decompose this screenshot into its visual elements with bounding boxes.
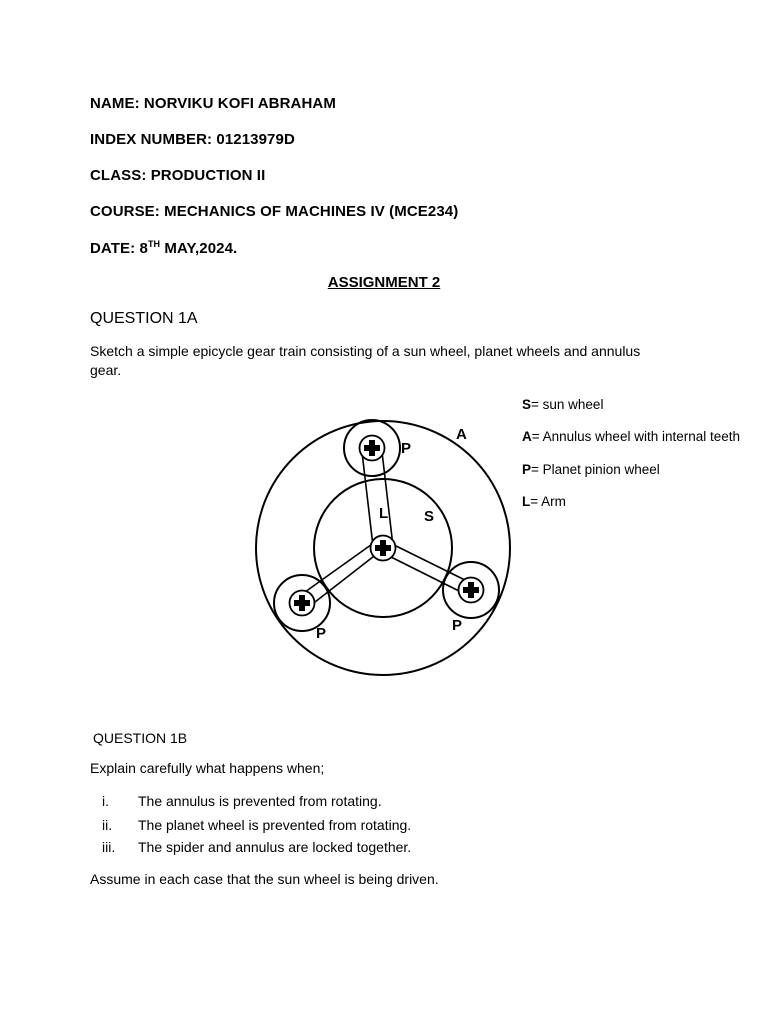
label-planet-right: P xyxy=(452,617,463,634)
course-line: COURSE: MECHANICS OF MACHINES IV (MCE234) xyxy=(90,203,459,220)
class-line: CLASS: PRODUCTION II xyxy=(90,167,266,184)
question-1b-intro: Explain carefully what happens when; xyxy=(90,760,325,776)
list-item: The spider and annulus are locked together. xyxy=(138,839,412,855)
index-number: INDEX NUMBER: 01213979D xyxy=(90,131,295,148)
label-planet-top: P xyxy=(401,440,412,457)
list-item-number: i. xyxy=(102,793,109,809)
label-arm: L xyxy=(379,505,389,522)
legend-sun: S= sun wheel xyxy=(522,397,604,412)
list-item: The planet wheel is prevented from rotating. xyxy=(138,817,412,833)
student-name: NAME: NORVIKU KOFI ABRAHAM xyxy=(90,95,336,112)
assignment-title: ASSIGNMENT 2 xyxy=(327,274,441,291)
list-item: The annulus is prevented from rotating. xyxy=(138,793,382,809)
legend-arm: L= Arm xyxy=(522,494,566,509)
legend-annulus: A= Annulus wheel with internal teeth xyxy=(522,429,741,444)
label-annulus: A xyxy=(456,426,467,443)
list-item-number: ii. xyxy=(102,817,113,833)
label-sun: S xyxy=(424,508,435,525)
label-planet-left: P xyxy=(316,625,327,642)
question-1b-heading: QUESTION 1B xyxy=(93,730,188,746)
list-item-number: iii. xyxy=(102,839,116,855)
legend-planet: P= Planet pinion wheel xyxy=(522,462,660,477)
date-line: DATE: 8TH MAY,2024. xyxy=(90,239,238,257)
question-1a-heading: QUESTION 1A xyxy=(90,310,198,327)
question-1b-note: Assume in each case that the sun wheel is being driven. xyxy=(90,871,439,887)
question-1a-prompt: Sketch a simple epicycle gear train consisting of a sun wheel, planet wheels and annulus gear. xyxy=(90,343,641,378)
